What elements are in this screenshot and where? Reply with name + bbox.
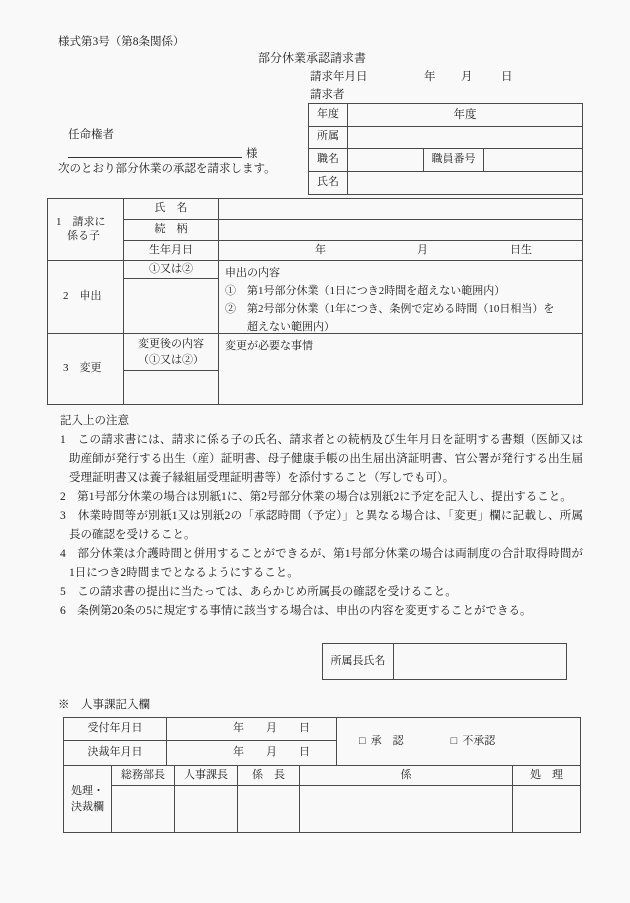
requester-info-table	[308, 103, 583, 195]
application-item-2-line2: 超えない範囲内）	[247, 321, 335, 333]
change-choice-label	[124, 334, 218, 371]
section-application-title: 2 申出	[48, 261, 124, 333]
request-date-month-label: 月	[461, 71, 473, 83]
reject-label: 不承認	[462, 734, 496, 747]
main-table	[47, 198, 583, 405]
child-birthdate-row	[124, 241, 582, 260]
change-reason-cell[interactable]	[219, 334, 582, 404]
processing-column-line1: 処理・	[71, 785, 104, 797]
name-field[interactable]	[348, 172, 582, 194]
honorific-label: 様	[246, 148, 258, 160]
appointer-label: 任命権者	[68, 129, 114, 141]
subsection-chief-header: 係 長	[238, 766, 299, 786]
decision-date-row	[64, 741, 336, 765]
decision-month-label: 月	[266, 746, 277, 759]
approve-checkbox[interactable]: □	[359, 734, 366, 747]
general-affairs-director-header: 総務部長	[112, 766, 174, 786]
affiliation-field[interactable]	[348, 127, 582, 149]
stamp-col-hr-manager	[175, 766, 238, 832]
child-relation-label: 続 柄	[124, 220, 219, 240]
decision-year-label: 年	[233, 746, 244, 759]
change-choice-field[interactable]	[124, 371, 218, 404]
affiliation-row	[309, 127, 582, 150]
decision-date-label: 決裁年月日	[64, 741, 167, 765]
section-child	[48, 199, 582, 261]
notes-block	[60, 412, 583, 621]
approve-option[interactable]	[359, 735, 404, 749]
section-application	[48, 261, 582, 334]
received-year-label: 年	[233, 722, 244, 735]
note-item-6: 6 条例第20条の5に規定する事情に該当する場合は、申出の内容を変更することができる。	[60, 605, 532, 617]
application-item-2-line1: ② 第2号部分休業（1年につき、条例で定める時間（10日相当）を	[225, 303, 555, 315]
child-name-label: 氏 名	[124, 199, 219, 219]
request-statement: 次のとおり部分休業の承認を請求します。	[58, 163, 276, 175]
application-content-cell	[219, 261, 582, 333]
stamp-col-general-affairs	[112, 766, 175, 832]
note-item-1: 1 この請求書には、請求に係る子の氏名、請求者との続柄及び生年月日を証明する書類（医師又は助産師が発行する出生（産）証明書、母子健康手帳の出生届出済証明書、官公署が発行する出生届受理証明書又は養子縁組届受理証明書等）を添付すること（写しでも可）。	[60, 434, 583, 484]
supervisor-name-box	[322, 643, 567, 680]
application-content-title: 申出の内容	[225, 267, 280, 279]
job-title-field[interactable]	[348, 149, 424, 171]
request-date-year-label: 年	[424, 71, 436, 83]
received-month-label: 月	[266, 722, 277, 735]
stamp-col-subsection-chief	[238, 766, 300, 832]
processing-column-line2: 決裁欄	[71, 801, 104, 813]
supervisor-name-field[interactable]	[394, 644, 566, 679]
section-child-title-line2: 係る子	[67, 229, 100, 242]
form-number: 様式第3号（第8条関係）	[58, 36, 185, 48]
hr-section-chief-header: 人事課長	[175, 766, 237, 786]
change-choice-label-line1: 変更後の内容	[138, 338, 204, 350]
birth-year-label: 年	[315, 244, 326, 256]
birth-day-label: 日生	[510, 244, 532, 256]
staff-number-label: 職員番号	[424, 149, 484, 171]
change-choice-label-line2: （①又は②）	[138, 354, 204, 366]
application-choice-field[interactable]	[124, 279, 218, 333]
application-item-1: ① 第1号部分休業（1日につき2時間を超えない範囲内）	[225, 285, 506, 297]
note-item-2: 2 第1号部分休業の場合は別紙1に、第2号部分休業の場合は別紙2に予定を記入し、提出すること。	[60, 491, 572, 503]
job-title-row	[309, 149, 582, 172]
reject-checkbox[interactable]: □	[450, 734, 458, 747]
change-reason-title: 変更が必要な事情	[225, 340, 313, 352]
requester-label: 請求者	[310, 89, 345, 101]
job-title-label: 職名	[309, 149, 348, 171]
note-item-5: 5 この請求書の提出に当たっては、あらかじめ所属長の確認を受けること。	[60, 586, 457, 598]
approval-cell	[337, 718, 580, 765]
staff-stamp-field[interactable]	[300, 786, 512, 832]
request-date-label: 請求年月日	[310, 71, 368, 83]
staff-header: 係	[300, 766, 512, 786]
stamp-col-staff	[300, 766, 513, 832]
approve-label: 承 認	[370, 734, 404, 747]
child-birthdate-label: 生年月日	[124, 241, 219, 260]
notes-heading: 記入上の注意	[60, 415, 129, 427]
note-item-3: 3 休業時間等が別紙1又は別紙2の「承認時間（予定）」と異なる場合は、「変更」欄に記載し、所属長の確認を受けること。	[60, 510, 583, 541]
section-child-title	[48, 199, 124, 260]
fiscal-year-row	[309, 104, 582, 127]
received-day-label: 日	[299, 722, 310, 735]
general-affairs-director-stamp-field[interactable]	[112, 786, 174, 832]
processing-header: 処 理	[513, 766, 580, 786]
fiscal-year-label: 年度	[309, 104, 348, 126]
child-name-field[interactable]	[219, 199, 582, 219]
fiscal-year-field[interactable]: 年度	[453, 108, 477, 121]
processing-stamp-field[interactable]	[513, 786, 580, 832]
decision-date-field[interactable]	[167, 741, 336, 765]
hr-section-chief-stamp-field[interactable]	[175, 786, 237, 832]
decision-day-label: 日	[299, 746, 310, 759]
child-name-row	[124, 199, 582, 220]
hr-processing-block	[64, 766, 580, 832]
section-child-title-line1: 1 請求に	[56, 215, 106, 228]
note-item-4: 4 部分休業は介護時間と併用することができるが、第1号部分休業の場合は両制度の合計取得時間が1日につき2時間までとなるようにすること。	[60, 548, 583, 579]
child-relation-field[interactable]	[219, 220, 582, 240]
birth-month-label: 月	[417, 244, 428, 256]
reject-option[interactable]	[451, 735, 496, 749]
received-date-field[interactable]	[167, 718, 336, 740]
received-date-label: 受付年月日	[64, 718, 167, 740]
subsection-chief-stamp-field[interactable]	[238, 786, 299, 832]
name-row	[309, 172, 582, 194]
appointer-name-field[interactable]	[68, 141, 242, 158]
staff-number-field[interactable]	[484, 149, 582, 171]
processing-column-label	[64, 766, 112, 832]
child-relation-row	[124, 220, 582, 241]
name-label: 氏名	[309, 172, 348, 194]
supervisor-name-label: 所属長氏名	[323, 644, 394, 679]
section-change-title: 3 変更	[48, 334, 124, 404]
hr-dates-approval	[64, 718, 580, 766]
hr-entry-table	[63, 717, 581, 833]
page-title: 部分休業承認請求書	[258, 51, 367, 65]
request-date-day-label: 日	[501, 71, 513, 83]
stamp-col-processing	[513, 766, 580, 832]
affiliation-label: 所属	[309, 127, 348, 149]
hr-section-heading: ※ 人事課記入欄	[58, 699, 150, 711]
child-birthdate-field[interactable]	[219, 241, 582, 260]
section-change	[48, 334, 582, 404]
application-choice-label: ①又は②	[124, 261, 218, 279]
received-date-row	[64, 718, 336, 741]
